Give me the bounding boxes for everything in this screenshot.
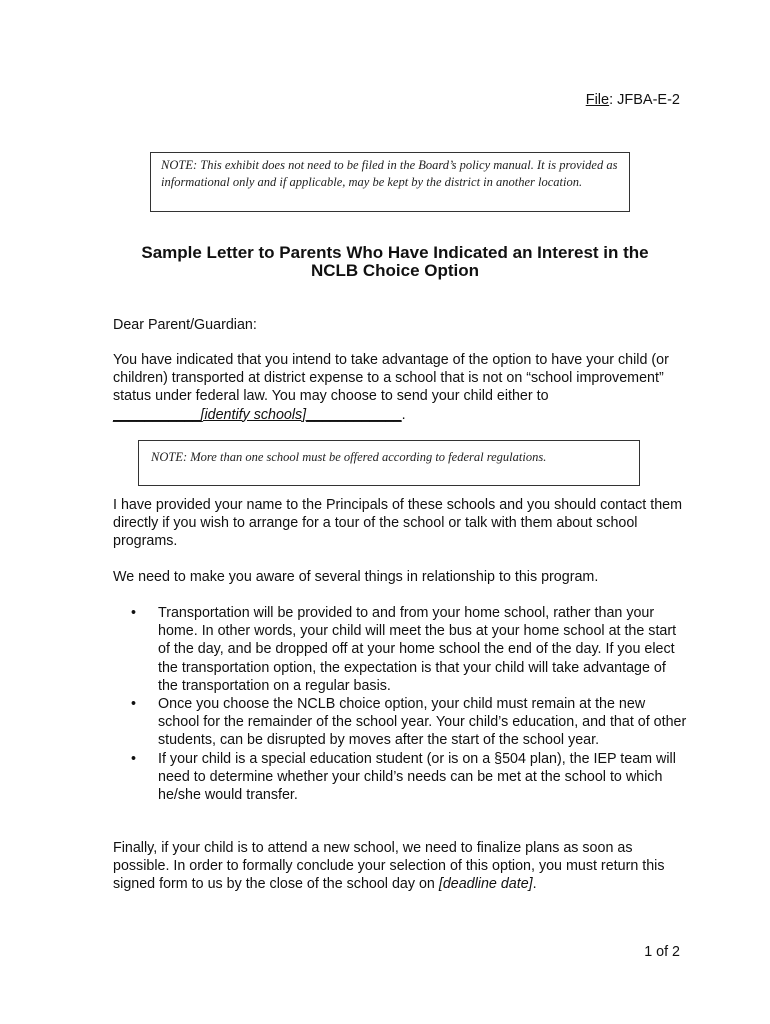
paragraph-finally-text: Finally, if your child is to attend a new school, we need to finalize plans as soon as possible. In order to formally conclude your selection of this option, you must return this signed form to us by the close of the school day on <box>113 840 665 893</box>
greeting: Dear Parent/Guardian: <box>113 317 257 333</box>
file-label: File <box>585 92 610 108</box>
paragraph-principals: I have provided your name to the Principals of these schools and you should contact them directly if you wish to arrange for a tour of the school or talk with them about school programs. <box>113 497 683 550</box>
note-box-regulations <box>138 440 640 486</box>
blank-lead: ___________ <box>113 406 201 423</box>
identify-schools-blank <box>113 407 402 423</box>
title-line-1: Sample Letter to Parents Who Have Indicated an Interest in the <box>141 243 649 262</box>
paragraph-intro <box>113 351 688 424</box>
paragraph-aware: We need to make you aware of several things in relationship to this program. <box>113 569 599 585</box>
bullet-icon: • <box>131 750 137 767</box>
bullet-text: Once you choose the NCLB choice option, your child must remain at the new school for the remainder of the school year. Your child’s education, and that of other students, can be disrupted by moves after the start of the school year. <box>158 696 687 749</box>
page-number: 1 of 2 <box>644 944 680 960</box>
list-item <box>113 695 688 750</box>
paragraph-finally-end: . <box>532 876 537 893</box>
blank-placeholder: [identify schools] <box>200 406 307 423</box>
list-item <box>113 750 688 805</box>
note-box-exhibit <box>150 152 630 212</box>
bullet-text: If your child is a special education student (or is on a §504 plan), the IEP team will need to determine whether your child’s needs can be met at the school to which he/she would transfer. <box>158 750 676 804</box>
paragraph-finally <box>113 839 688 894</box>
page-title <box>95 244 695 280</box>
file-code: : JFBA-E-2 <box>609 92 680 108</box>
bullet-icon: • <box>131 696 137 713</box>
note-regulations-text: NOTE: More than one school must be offered according to federal regulations. <box>151 450 547 464</box>
bullet-list <box>113 604 688 804</box>
blank-trail: ____________ <box>306 406 402 423</box>
deadline-placeholder: [deadline date] <box>438 876 533 893</box>
bullet-icon: • <box>131 605 137 621</box>
file-reference <box>586 92 680 108</box>
list-item <box>113 604 688 695</box>
note-exhibit-text: NOTE: This exhibit does not need to be filed in the Board’s policy manual. It is provided as informational only and if applicable, may be kept by the district in another location. <box>161 158 618 189</box>
bullet-text: Transportation will be provided to and from your home school, rather than your home. In other words, your child will meet the bus at your home school at the start of the day, and be dropped off at your home school the end of the day. If you elect the transportation option, the expectation is that your child will take advantage of the transportation on a regular basis. <box>158 605 677 694</box>
title-line-2: NCLB Choice Option <box>310 261 480 280</box>
paragraph-intro-text: You have indicated that you intend to take advantage of the option to have your child (or children) transported at district expense to a school that is not on “school improvement” status under federal law. You may choose to send your child either to <box>113 352 669 405</box>
paragraph-intro-end: . <box>401 406 406 423</box>
